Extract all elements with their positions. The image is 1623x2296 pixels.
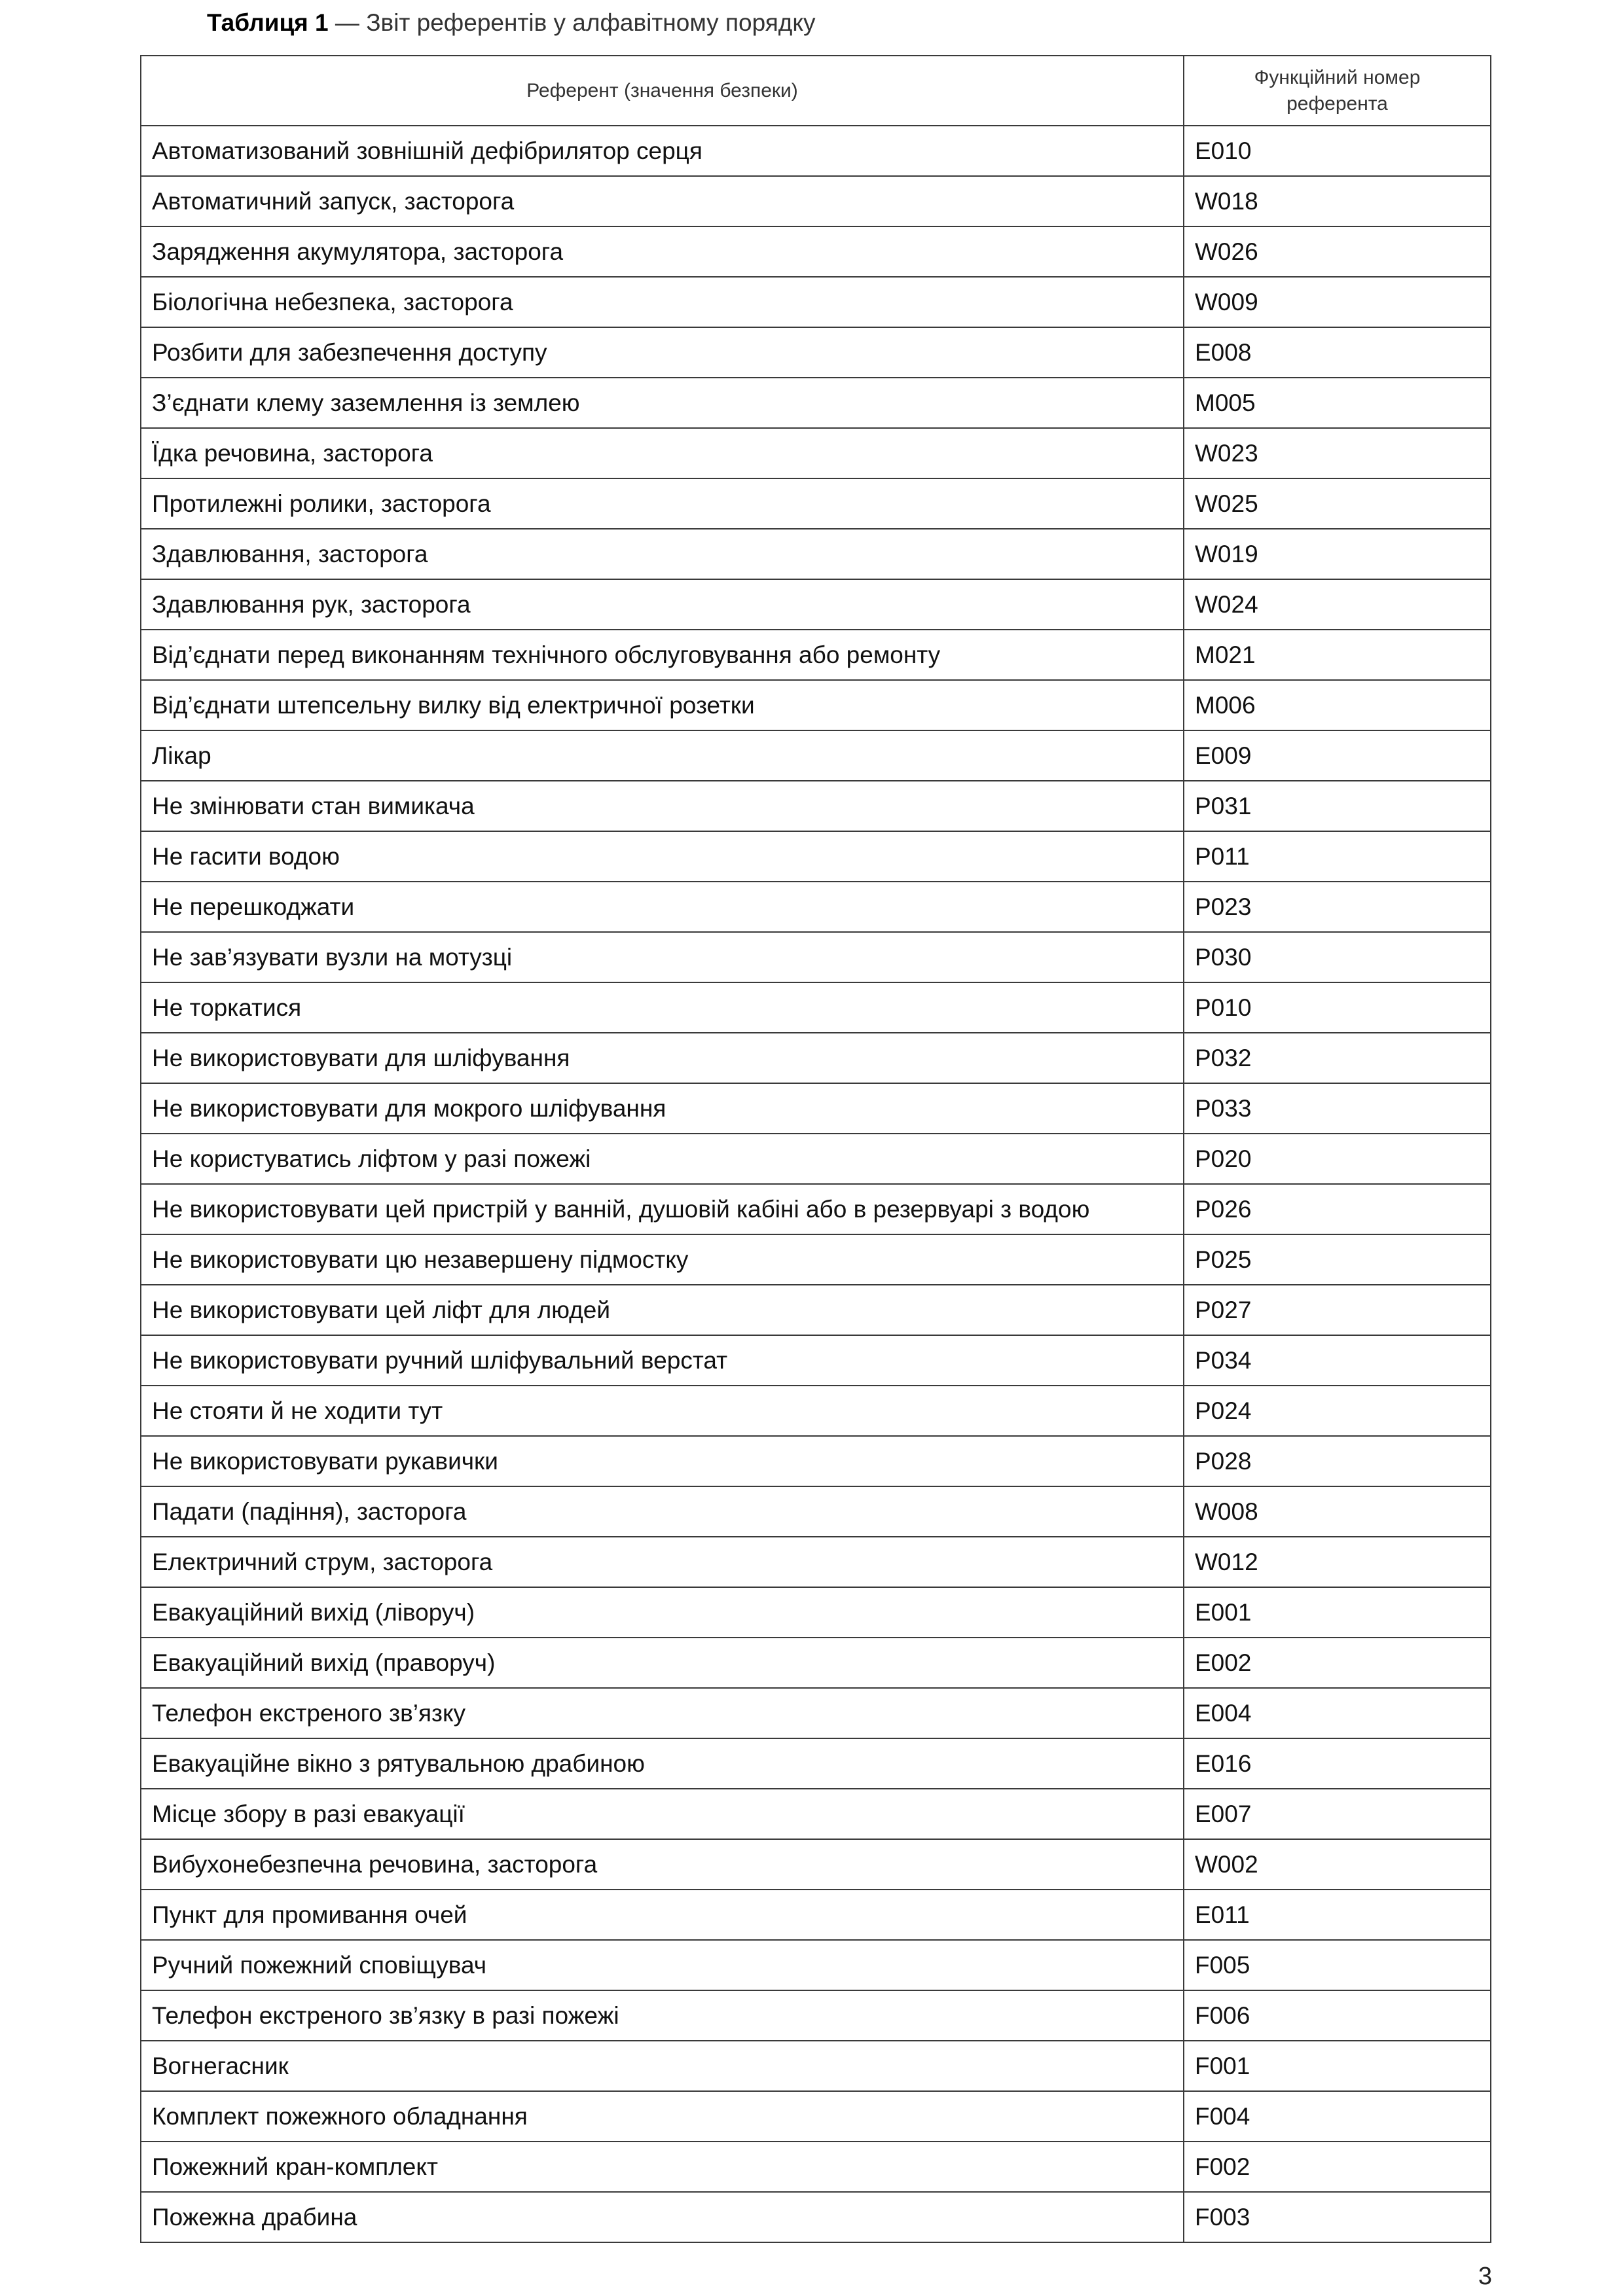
table-row	[141, 1990, 1491, 2041]
table-row	[141, 478, 1491, 529]
table-row	[141, 327, 1491, 378]
table-row	[141, 1890, 1491, 1940]
referent-name-cell: Не використовувати рукавички	[141, 1436, 1184, 1486]
referent-name-cell: Здавлювання, засторога	[141, 529, 1184, 579]
table-row	[141, 126, 1491, 176]
referent-name-cell: Комплект пожежного обладнання	[141, 2091, 1184, 2142]
referent-name-cell: Розбити для забезпечення доступу	[141, 327, 1184, 378]
referent-code-cell: P034	[1184, 1335, 1491, 1386]
header-number	[1184, 56, 1491, 126]
referent-code-cell: P020	[1184, 1134, 1491, 1184]
referent-code-cell: F004	[1184, 2091, 1491, 2142]
table-row	[141, 176, 1491, 226]
referent-name-cell: Евакуаційний вихід (ліворуч)	[141, 1587, 1184, 1638]
table-row	[141, 1537, 1491, 1587]
table-row	[141, 1285, 1491, 1335]
table-row	[141, 378, 1491, 428]
referent-name-cell: Біологічна небезпека, засторога	[141, 277, 1184, 327]
referent-name-cell: Телефон екстреного зв’язку в разі пожежі	[141, 1990, 1184, 2041]
referent-code-cell: W025	[1184, 478, 1491, 529]
referent-code-cell: E016	[1184, 1738, 1491, 1789]
referent-name-cell: Вогнегасник	[141, 2041, 1184, 2091]
referent-name-cell: Не використовувати цей пристрій у ванній, душовій кабіні або в резервуарі з водою	[141, 1184, 1184, 1234]
table-row	[141, 2091, 1491, 2142]
table-header-row	[141, 56, 1491, 126]
referent-name-cell: Від’єднати перед виконанням технічного обслуговування або ремонту	[141, 630, 1184, 680]
referent-name-cell: Не використовувати для мокрого шліфування	[141, 1083, 1184, 1134]
referent-name-cell: Телефон екстреного зв’язку	[141, 1688, 1184, 1738]
referent-code-cell: P028	[1184, 1436, 1491, 1486]
referent-code-cell: E009	[1184, 730, 1491, 781]
referent-code-cell: P031	[1184, 781, 1491, 831]
referent-code-cell: W008	[1184, 1486, 1491, 1537]
referent-code-cell: E010	[1184, 126, 1491, 176]
referent-code-cell: E002	[1184, 1638, 1491, 1688]
table-body	[141, 126, 1491, 2242]
referent-code-cell: F005	[1184, 1940, 1491, 1990]
header-referent: Референт (значення безпеки)	[141, 56, 1184, 126]
referent-code-cell: W019	[1184, 529, 1491, 579]
referent-name-cell: Не стояти й не ходити тут	[141, 1386, 1184, 1436]
referent-code-cell: P032	[1184, 1033, 1491, 1083]
table-row	[141, 1587, 1491, 1638]
referent-name-cell: Не зав’язувати вузли на мотузці	[141, 932, 1184, 982]
referent-code-cell: P024	[1184, 1386, 1491, 1436]
table-row	[141, 226, 1491, 277]
referent-name-cell: Від’єднати штепсельну вилку від електричної розетки	[141, 680, 1184, 730]
table-row	[141, 982, 1491, 1033]
referent-code-cell: P030	[1184, 932, 1491, 982]
referent-name-cell: Вибухонебезпечна речовина, засторога	[141, 1839, 1184, 1890]
referent-name-cell: Протилежні ролики, засторога	[141, 478, 1184, 529]
referent-code-cell: W026	[1184, 226, 1491, 277]
table-row	[141, 1486, 1491, 1537]
referents-table	[140, 55, 1491, 2243]
referent-name-cell: Автоматизований зовнішній дефібрилятор серця	[141, 126, 1184, 176]
referent-code-cell: E007	[1184, 1789, 1491, 1839]
table-row	[141, 579, 1491, 630]
table-row	[141, 1839, 1491, 1890]
referent-name-cell: Їдка речовина, засторога	[141, 428, 1184, 478]
referent-name-cell: Пожежний кран-комплект	[141, 2142, 1184, 2192]
referent-code-cell: F003	[1184, 2192, 1491, 2242]
table-row	[141, 1134, 1491, 1184]
referent-code-cell: M006	[1184, 680, 1491, 730]
referent-code-cell: W009	[1184, 277, 1491, 327]
referent-code-cell: W024	[1184, 579, 1491, 630]
table-caption	[207, 7, 815, 39]
table-caption-text: — Звіт референтів у алфавітному порядку	[328, 9, 816, 36]
table-row	[141, 932, 1491, 982]
referent-name-cell: Не використовувати для шліфування	[141, 1033, 1184, 1083]
referent-code-cell: P010	[1184, 982, 1491, 1033]
referent-code-cell: E008	[1184, 327, 1491, 378]
referent-name-cell: Місце збору в разі евакуації	[141, 1789, 1184, 1839]
table-row	[141, 1033, 1491, 1083]
referent-name-cell: Пожежна драбина	[141, 2192, 1184, 2242]
table-row	[141, 2142, 1491, 2192]
referent-name-cell: Не перешкоджати	[141, 882, 1184, 932]
referent-name-cell: Не використовувати цей ліфт для людей	[141, 1285, 1184, 1335]
referent-code-cell: F006	[1184, 1990, 1491, 2041]
table-row	[141, 1688, 1491, 1738]
referent-name-cell: Евакуаційне вікно з рятувальною драбиною	[141, 1738, 1184, 1789]
referent-code-cell: F002	[1184, 2142, 1491, 2192]
table-row	[141, 882, 1491, 932]
table-row	[141, 730, 1491, 781]
table-row	[141, 428, 1491, 478]
referent-name-cell: Лікар	[141, 730, 1184, 781]
referent-code-cell: E001	[1184, 1587, 1491, 1638]
table-row	[141, 1638, 1491, 1688]
table-caption-label: Таблиця 1	[207, 9, 329, 36]
table-row	[141, 1335, 1491, 1386]
table-row	[141, 277, 1491, 327]
referent-name-cell: Здавлювання рук, засторога	[141, 579, 1184, 630]
referent-name-cell: З’єднати клему заземлення із землею	[141, 378, 1184, 428]
page-number: 3	[1478, 2263, 1492, 2290]
referent-code-cell: P033	[1184, 1083, 1491, 1134]
referent-name-cell: Ручний пожежний сповіщувач	[141, 1940, 1184, 1990]
referent-code-cell: W023	[1184, 428, 1491, 478]
referent-code-cell: W018	[1184, 176, 1491, 226]
referent-code-cell: P023	[1184, 882, 1491, 932]
referent-code-cell: F001	[1184, 2041, 1491, 2091]
table-row	[141, 2192, 1491, 2242]
referent-code-cell: P011	[1184, 831, 1491, 882]
table-row	[141, 1083, 1491, 1134]
referent-name-cell: Електричний струм, засторога	[141, 1537, 1184, 1587]
referent-name-cell: Не змінювати стан вимикача	[141, 781, 1184, 831]
referent-name-cell: Падати (падіння), засторога	[141, 1486, 1184, 1537]
table-row	[141, 781, 1491, 831]
table-row	[141, 1940, 1491, 1990]
table-row	[141, 831, 1491, 882]
referent-code-cell: E011	[1184, 1890, 1491, 1940]
table-row	[141, 1386, 1491, 1436]
table-row	[141, 1436, 1491, 1486]
referent-code-cell: W012	[1184, 1537, 1491, 1587]
referent-name-cell: Не користуватись ліфтом у разі пожежі	[141, 1134, 1184, 1184]
referent-name-cell: Не використовувати цю незавершену підмостку	[141, 1234, 1184, 1285]
referent-name-cell: Не торкатися	[141, 982, 1184, 1033]
referent-name-cell: Не гасити водою	[141, 831, 1184, 882]
referent-name-cell: Автоматичний запуск, засторога	[141, 176, 1184, 226]
referent-code-cell: W002	[1184, 1839, 1491, 1890]
header-number-text: Функційний номер референта	[1254, 66, 1421, 115]
referent-code-cell: E004	[1184, 1688, 1491, 1738]
referent-code-cell: P025	[1184, 1234, 1491, 1285]
referent-code-cell: M021	[1184, 630, 1491, 680]
table-row	[141, 680, 1491, 730]
table-row	[141, 1738, 1491, 1789]
referent-code-cell: P027	[1184, 1285, 1491, 1335]
referent-code-cell: P026	[1184, 1184, 1491, 1234]
table-row	[141, 529, 1491, 579]
table-row	[141, 630, 1491, 680]
referent-name-cell: Зарядження акумулятора, засторога	[141, 226, 1184, 277]
table-row	[141, 1234, 1491, 1285]
table-row	[141, 1789, 1491, 1839]
table-row	[141, 1184, 1491, 1234]
referent-name-cell: Пункт для промивання очей	[141, 1890, 1184, 1940]
referent-code-cell: M005	[1184, 378, 1491, 428]
referent-name-cell: Евакуаційний вихід (праворуч)	[141, 1638, 1184, 1688]
table-row	[141, 2041, 1491, 2091]
referent-name-cell: Не використовувати ручний шліфувальний верстат	[141, 1335, 1184, 1386]
